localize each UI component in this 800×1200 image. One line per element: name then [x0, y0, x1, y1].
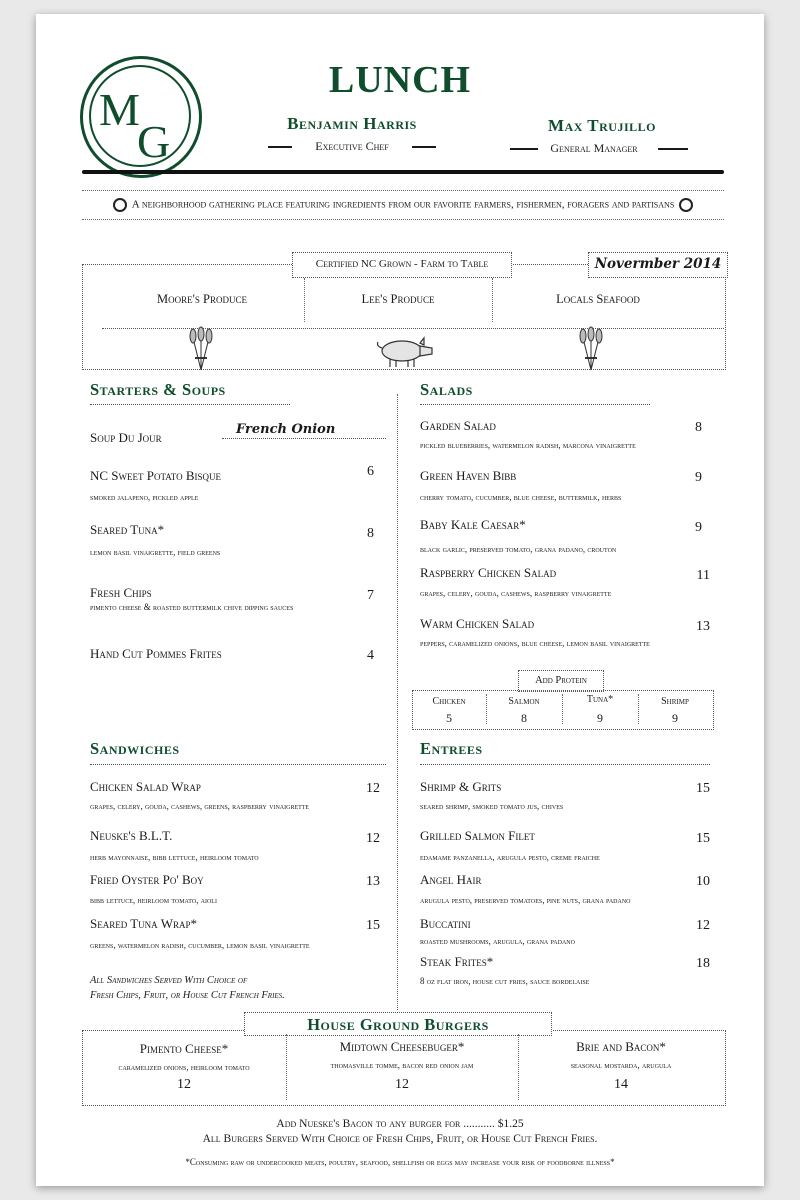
- date-badge: Novermber 2014: [588, 252, 728, 278]
- burger-name: Pimento Cheese*: [139, 1041, 229, 1056]
- menu-item-desc: grapes, celery, gouda, cashews, raspberry vinaigrette: [420, 588, 612, 598]
- sides-note: All Burgers Served With Choice of Fresh Chips, Fruit, or House Cut French Fries.: [202, 1133, 598, 1145]
- menu-item-desc: bibb lettuce, heirloom tomato, aioli: [90, 895, 217, 905]
- sandwich-note-2: Fresh Chips, Fruit, or House Cut French Fries.: [90, 990, 285, 1001]
- burgers-heading: House Ground Burgers: [307, 1015, 489, 1034]
- protein-price: 5: [446, 711, 452, 725]
- menu-item-price: 11: [696, 568, 710, 583]
- menu-item-desc: edamame panzanella, arugula pesto, creme fraiche: [420, 852, 600, 862]
- header-divider: [82, 170, 724, 174]
- chef-name: Benjamin Harris: [287, 114, 417, 133]
- protein-price: 8: [521, 711, 527, 725]
- menu-item-desc: grapes, celery, gouda, cashews, greens, raspberry vinaigrette: [90, 801, 310, 811]
- menu-item-desc: roasted mushrooms, arugula, grana padano: [420, 936, 575, 946]
- menu-item-name: Grilled Salmon Filet: [420, 828, 535, 843]
- soup-du-jour: Soup Du Jour: [90, 430, 162, 445]
- menu-item-name: Shrimp & Grits: [420, 779, 502, 794]
- menu-item-name: Warm Chicken Salad: [420, 616, 535, 631]
- menu-item-name: Garden Salad: [420, 418, 496, 433]
- sandwiches-heading: Sandwiches: [90, 739, 180, 758]
- health-warning: *Consuming raw or undercooked meats, poultry, seafood, shellfish or eggs may increase your risk of foodborne illness*: [185, 1157, 615, 1167]
- menu-item-desc: pickled blueberries, watermelon radish, marcona vinaigrette: [420, 440, 636, 450]
- menu-item-desc: peppers, caramelized onions, blue cheese, lemon basil vinaigrette: [420, 638, 650, 648]
- burgers-heading-box: [244, 1012, 552, 1036]
- menu-item-price: 9: [695, 520, 702, 535]
- menu-page: [36, 14, 764, 1186]
- protein-price: 9: [672, 711, 678, 725]
- menu-item-price: 12: [696, 918, 710, 933]
- menu-item-desc: 8 oz flat iron, house cut fries, sauce bordelaise: [420, 976, 590, 986]
- farm-moores: Moore's Produce: [157, 292, 247, 306]
- farm-lees: Lee's Produce: [361, 292, 435, 306]
- protein-name: Salmon: [508, 696, 540, 707]
- entrees-heading: Entrees: [420, 739, 483, 758]
- manager-name: Max Trujillo: [547, 116, 656, 135]
- starters-heading: Starters & Soups: [90, 380, 226, 399]
- pig-icon: [372, 334, 436, 370]
- menu-item-name: Baby Kale Caesar*: [420, 517, 526, 532]
- menu-item-name: Buccatini: [420, 916, 471, 931]
- burger-price: 12: [395, 1077, 409, 1092]
- menu-item-name: Fresh Chips: [90, 585, 152, 600]
- menu-item-price: 8: [695, 420, 702, 435]
- burger-name: Midtown Cheesebuger*: [339, 1039, 465, 1054]
- burger-desc: thomasville tomme, bacon red onion jam: [330, 1060, 474, 1070]
- soup-special: French Onion: [236, 422, 336, 437]
- menu-item-price: 13: [696, 619, 710, 634]
- burger-price: 14: [614, 1077, 628, 1092]
- menu-item-name: Angel Hair: [420, 872, 482, 887]
- salads-heading: Salads: [420, 380, 473, 399]
- menu-item-name: Steak Frites*: [420, 954, 494, 969]
- protein-name: Chicken: [432, 696, 466, 707]
- menu-item-desc: arugula pesto, preserved tomatoes, pine nuts, grana padano: [420, 895, 631, 905]
- menu-item-name: Fried Oyster Po' Boy: [90, 872, 204, 887]
- burger-desc: caramelized onions, heirloom tomato: [118, 1062, 250, 1072]
- menu-item-name: Green Haven Bibb: [420, 468, 517, 483]
- menu-item-desc: lemon basil vinaigrette, field greens: [90, 547, 221, 557]
- wheat-icon: [184, 326, 218, 372]
- menu-item-desc: seared shrimp, smoked tomato jus, chives: [420, 801, 564, 811]
- farm-locals-seafood: Locals Seafood: [556, 292, 640, 306]
- menu-item-price: 15: [696, 781, 710, 796]
- add-protein-label: Add Protein: [518, 670, 604, 692]
- menu-item-desc: greens, watermelon radish, cucumber, lemon basil vinaigrette: [90, 940, 310, 950]
- menu-item-name: Raspberry Chicken Salad: [420, 565, 557, 580]
- menu-item-desc: pimento cheese & roasted buttermilk chive dipping sauces: [90, 602, 294, 612]
- protein-name: Shrimp: [661, 696, 689, 707]
- svg-text:G: G: [137, 116, 171, 167]
- menu-item-price: 18: [696, 956, 710, 971]
- wheat-icon: [574, 326, 608, 372]
- tagline-bar: [82, 190, 724, 220]
- menu-item-price: 4: [367, 648, 374, 663]
- menu-item-price: 12: [366, 831, 380, 846]
- menu-item-price: 13: [366, 874, 380, 889]
- menu-item-name: Seared Tuna Wrap*: [90, 916, 197, 931]
- menu-item-name: Neuske's B.L.T.: [90, 828, 173, 843]
- menu-title: LUNCH: [328, 59, 472, 101]
- burger-desc: seasonal mostarda, arugula: [570, 1060, 672, 1070]
- menu-item-price: 6: [367, 464, 374, 479]
- menu-item-price: 12: [366, 781, 380, 796]
- column-divider: [397, 394, 398, 1010]
- ring-icon: [679, 198, 693, 212]
- menu-item-desc: black garlic, preserved tomato, grana padano, crouton: [420, 544, 617, 554]
- protein-price: 9: [597, 711, 603, 725]
- menu-item-price: 9: [695, 470, 702, 485]
- chef-role: Executive Chef: [315, 139, 389, 153]
- menu-item-price: 15: [366, 918, 380, 933]
- svg-text:M: M: [99, 84, 140, 135]
- menu-item-desc: cherry tomato, cucumber, blue cheese, buttermilk, herbs: [420, 492, 622, 502]
- tagline-text: A neighborhood gathering place featuring ingredients from our favorite farmers, fishermen, foragers and partisans: [131, 198, 675, 211]
- menu-item-price: 7: [367, 588, 374, 603]
- protein-name: Tuna*: [586, 694, 614, 705]
- menu-item-price: 15: [696, 831, 710, 846]
- ring-icon: [113, 198, 127, 212]
- sandwich-note-1: All Sandwiches Served With Choice of: [90, 975, 248, 986]
- burger-name: Brie and Bacon*: [576, 1039, 666, 1054]
- menu-item-price: 8: [367, 526, 374, 541]
- manager-role: General Manager: [550, 141, 638, 155]
- menu-item-price: 10: [696, 874, 710, 889]
- menu-item-desc: smoked jalapeno, pickled apple: [90, 492, 199, 502]
- menu-item-name: Chicken Salad Wrap: [90, 779, 201, 794]
- menu-item-name: NC Sweet Potato Bisque: [90, 468, 222, 483]
- menu-item-name: Hand Cut Pommes Frites: [90, 646, 222, 661]
- menu-item-desc: herb mayonnaise, bibb lettuce, heirloom tomato: [90, 852, 259, 862]
- bacon-note: Add Nueske's Bacon to any burger for ........... $1.25: [276, 1118, 524, 1130]
- certified-badge: Certified NC Grown - Farm to Table: [292, 252, 512, 278]
- menu-item-name: Seared Tuna*: [90, 522, 165, 537]
- burger-price: 12: [177, 1077, 191, 1092]
